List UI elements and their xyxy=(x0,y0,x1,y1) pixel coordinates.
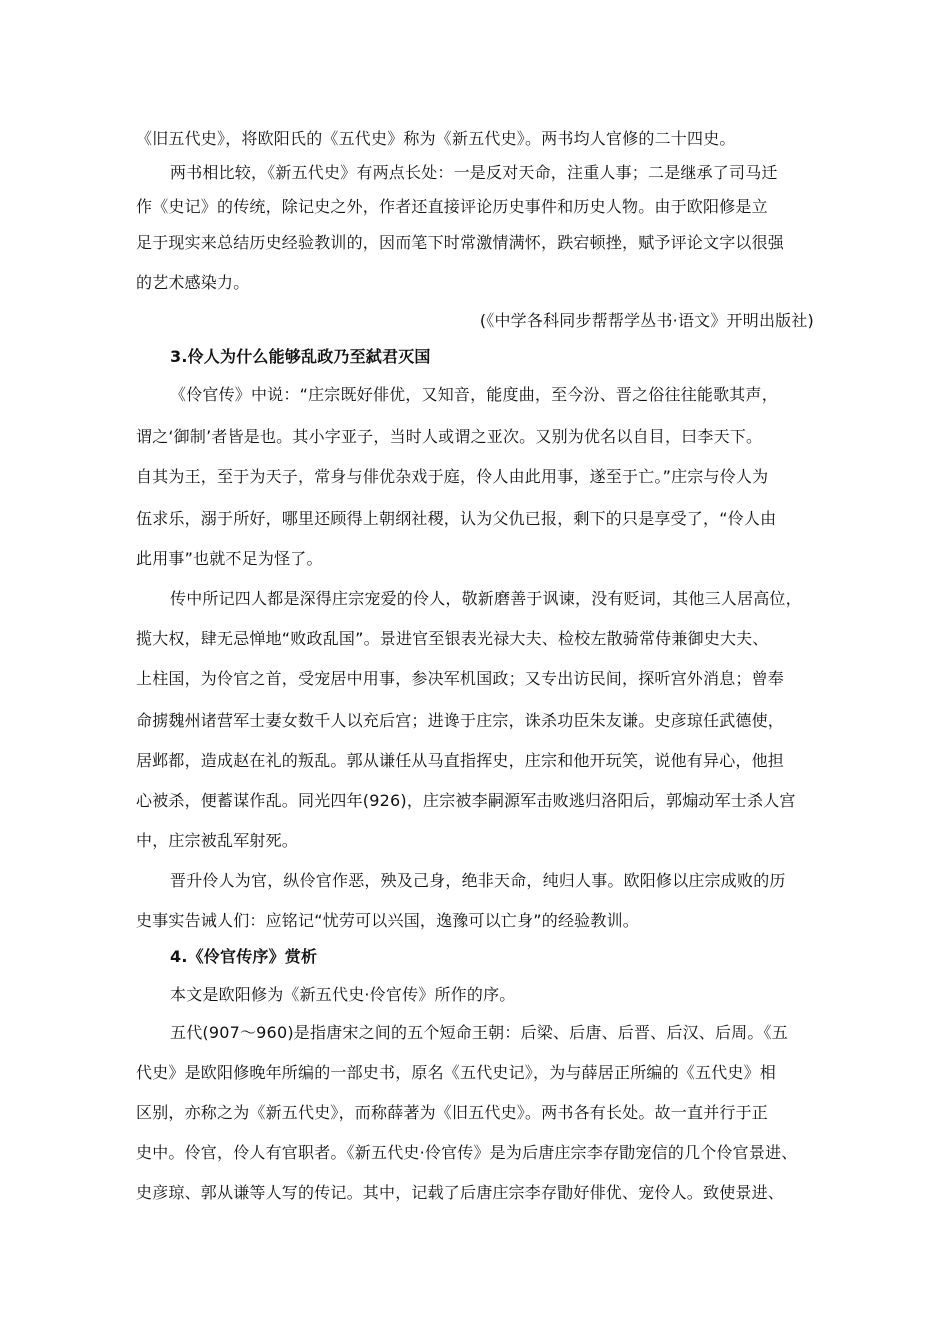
paragraph-line: 《伶官传》中说：“庄宗既好俳优，又知音，能度曲，至今汾、晋之俗往往能歌其声， xyxy=(170,385,778,404)
text-line: 揽大权，肆无忌惮地“败政乱国”。景进官至银表光禄大夫、检校左散骑常侍兼御史大夫、 xyxy=(136,629,769,648)
paragraph-line: 五代(907～960)是指唐宋之间的五个短命王朝：后梁、后唐、后晋、后汉、后周。《五 xyxy=(170,1023,788,1042)
paragraph-line: 两书相比较，《新五代史》有两点长处：一是反对天命，注重人事；二是继承了司马迁 xyxy=(170,163,778,182)
text-line: 中，庄宗被乱军射死。 xyxy=(136,831,299,850)
text-line: 居邺都，造成赵在礼的叛乱。郭从谦任从马直指挥史，庄宗和他开玩笑，说他有异心，他担 xyxy=(136,751,785,770)
text-line: 史中。伶官，伶人有官职者。《新五代史·伶官传》是为后唐庄宗李存勖宠信的几个伶官景进、 xyxy=(136,1143,798,1162)
source-citation: (《中学各科同步帮帮学丛书·语文》开明出版社) xyxy=(479,311,814,330)
text-line: 伍求乐，溺于所好，哪里还顾得上朝纲社稷，认为父仇已报，剩下的只是享受了，“伶人由 xyxy=(136,509,777,528)
text-line: 作《史记》的传统，除记史之外，作者还直接评论历史事件和历史人物。由于欧阳修是立 xyxy=(136,197,768,216)
text-line: 代史》是欧阳修晚年所编的一部史书，原名《五代史记》，为与薛居正所编的《五代史》相 xyxy=(136,1063,777,1082)
text-line: 足于现实来总结历史经验教训的，因而笔下时常激情满怀，跌宕顿挫，赋予评论文字以很强 xyxy=(136,233,785,252)
paragraph-line: 传中所记四人都是深得庄宗宠爱的伶人，敬新磨善于讽谏，没有贬词，其他三人居高位， xyxy=(170,589,802,608)
paragraph-line: 本文是欧阳修为《新五代史·伶官传》所作的序。 xyxy=(170,985,516,1004)
text-line: 命掳魏州诸营军士妻女数千人以充后宫；进谗于庄宗，诛杀功臣朱友谦。史彦琼任武德使， xyxy=(136,711,785,730)
paragraph-line: 晋升伶人为官，纵伶官作恶，殃及己身，绝非天命，纯归人事。欧阳修以庄宗成败的历 xyxy=(170,871,786,890)
section-heading-4: 4.《伶官传序》赏析 xyxy=(170,947,318,966)
section-heading-3: 3.伶人为什么能够乱政乃至弑君灭国 xyxy=(170,347,431,366)
text-line: 上柱国，为伶官之首，受宠居中用事，参决军机国政；又专出访民间，探听宫外消息；曾奉 xyxy=(136,669,785,688)
text-line: 的艺术感染力。 xyxy=(136,273,250,292)
text-line: 自其为王，至于为天子，常身与俳优杂戏于庭，伶人由此用事，遂至于亡。”庄宗与伶人为 xyxy=(136,467,769,486)
text-line: 此用事”也就不足为怪了。 xyxy=(136,549,323,568)
text-line: 区别，亦称之为《新五代史》，而称薛著为《旧五代史》。两书各有长处。故一直并行于正 xyxy=(136,1103,769,1122)
text-line: 史事实告诫人们：应铭记“忧劳可以兴国，逸豫可以亡身”的经验教训。 xyxy=(136,911,639,930)
text-line: 谓之‘御制’者皆是也。其小字亚子，当时人或谓之亚次。又别为优名以自目，曰李天下。 xyxy=(136,427,763,446)
text-line: 史彦琼、郭从谦等人写的传记。其中，记载了后唐庄宗李存勖好俳优、宠伶人。致使景进、 xyxy=(136,1183,785,1202)
text-line: 《旧五代史》，将欧阳氏的《五代史》称为《新五代史》。两书均人官修的二十四史。 xyxy=(136,129,736,148)
text-line: 心被杀，便蓄谋作乱。同光四年(926)，庄宗被李嗣源军击败逃归洛阳后，郭煽动军士杀人宫 xyxy=(136,791,796,810)
